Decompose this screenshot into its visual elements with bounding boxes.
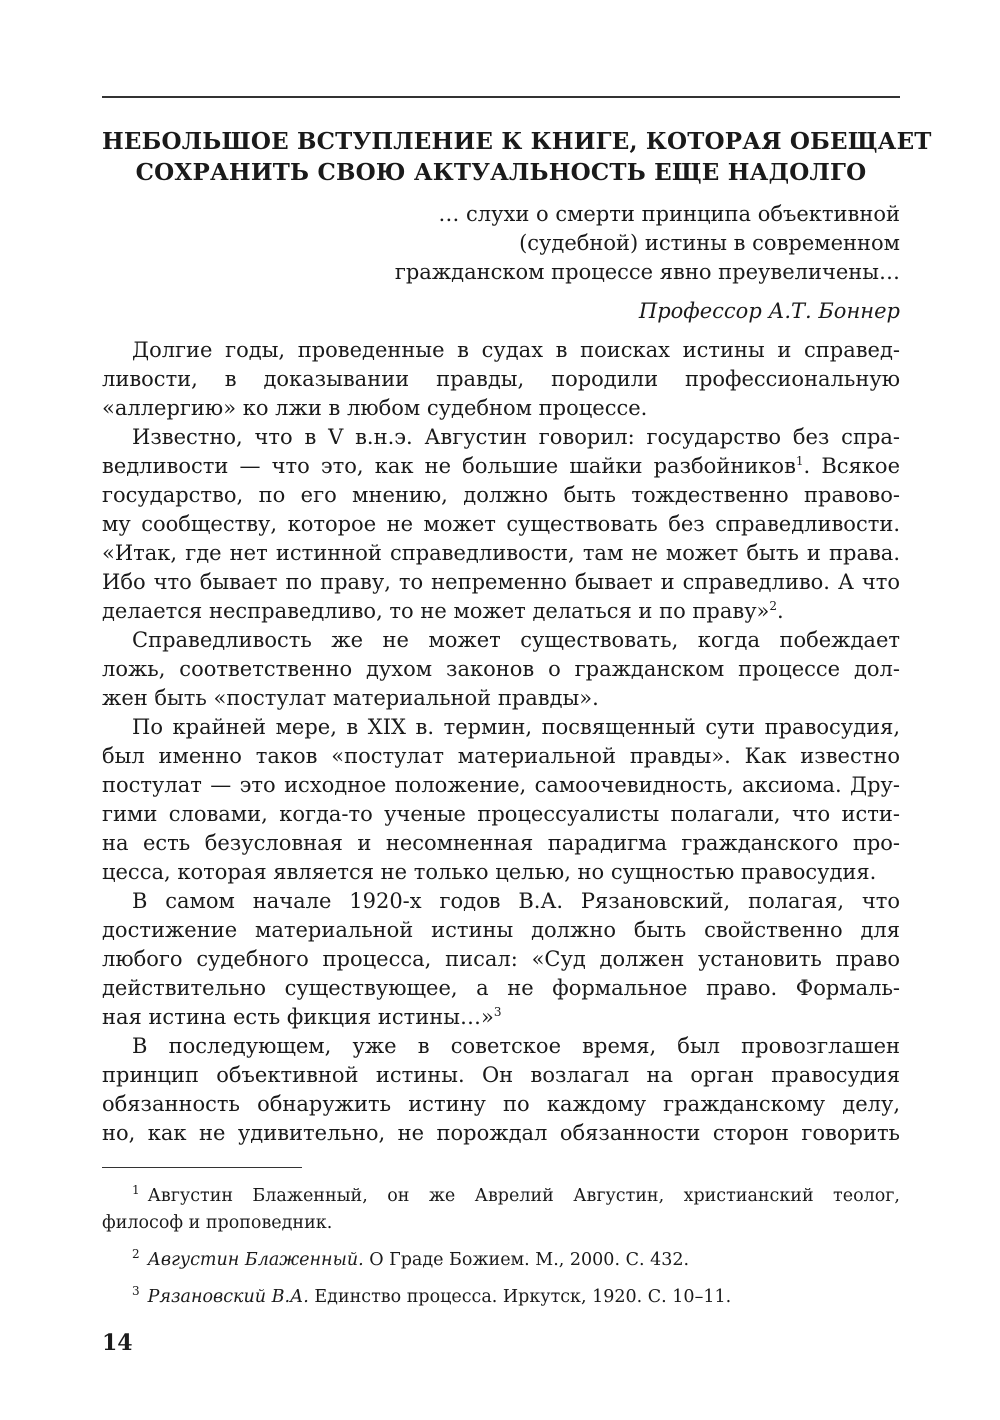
text-line: Известно, что в V в.н.э. Августин говорил: государство без спра- bbox=[132, 425, 900, 449]
text-line: «аллергию» ко лжи в любом судебном процессе. bbox=[102, 396, 648, 420]
epigraph-line: (судебной) истины в современном bbox=[519, 231, 900, 255]
footnote-author: Августин Блаженный. bbox=[147, 1250, 364, 1270]
text-line bbox=[102, 1003, 900, 1032]
text-line: Ибо что бывает по праву, то непременно бывает и справедливо. А что bbox=[102, 570, 900, 594]
text-line: жен быть «постулат материальной правды». bbox=[102, 686, 599, 710]
footnote bbox=[102, 1247, 900, 1274]
text-line: обязанность обнаружить истину по каждому гражданскому делу, bbox=[102, 1092, 900, 1116]
body-text bbox=[102, 336, 900, 1148]
text-line: государство, по его мнению, должно быть тождественно правово- bbox=[102, 483, 900, 507]
epigraph-author: Профессор А.Т. Боннер bbox=[638, 299, 900, 323]
footnote-author: Рязановский В.А. bbox=[147, 1287, 309, 1307]
text-line: достижение материальной истины должно быть свойственно для bbox=[102, 918, 900, 942]
text-line: Долгие годы, проведенные в судах в поисках истины и справед- bbox=[132, 338, 900, 362]
footnote-line bbox=[102, 1183, 900, 1210]
text-line: му сообществу, которое не может существовать без справедливости. bbox=[102, 512, 900, 536]
footnote-ref[interactable]: 1 bbox=[795, 454, 804, 468]
title-line: СОХРАНИТЬ СВОЮ АКТУАЛЬНОСТЬ ЕЩЕ НАДОЛГО bbox=[135, 159, 867, 186]
chapter-title bbox=[102, 126, 932, 188]
footnote-text: Августин Блаженный, он же Аврелий Августин, христианский теолог, bbox=[147, 1186, 900, 1206]
top-rule bbox=[102, 96, 900, 98]
text-line bbox=[102, 597, 900, 626]
text-line: «Итак, где нет истинной справедливости, там не может быть и права. bbox=[102, 541, 900, 565]
footnote-text: Единство процесса. Иркутск, 1920. С. 10–11. bbox=[308, 1287, 732, 1307]
epigraph-line: гражданском процессе явно преувеличены… bbox=[394, 260, 900, 284]
text-line bbox=[102, 452, 900, 481]
footnote-ref[interactable]: 2 bbox=[769, 599, 778, 613]
text-line: ложь, соответственно духом законов о гражданском процессе дол- bbox=[102, 657, 900, 681]
text-segment: . Всякое bbox=[803, 454, 900, 478]
footnote bbox=[102, 1284, 900, 1311]
text-line: В самом начале 1920-х годов В.А. Рязановский, полагая, что bbox=[132, 889, 900, 913]
footnote-number: 1 bbox=[132, 1183, 140, 1198]
text-segment: ная истина есть фикция истины…» bbox=[102, 1005, 494, 1029]
footnote-number: 2 bbox=[132, 1247, 140, 1262]
footnote-ref[interactable]: 3 bbox=[493, 1005, 502, 1019]
text-line: принцип объективной истины. Он возлагал на орган правосудия bbox=[102, 1063, 900, 1087]
text-line: Справедливость же не может существовать, когда побеждает bbox=[132, 628, 900, 652]
footnote-rule bbox=[102, 1167, 302, 1168]
page-number: 14 bbox=[102, 1330, 133, 1356]
text-line: ливости, в доказывании правды, породили профессиональную bbox=[102, 367, 900, 391]
text-line: был именно таков «постулат материальной правды». Как известно bbox=[102, 744, 900, 768]
text-line: любого судебного процесса, писал: «Суд должен установить право bbox=[102, 947, 900, 971]
text-line: По крайней мере, в XIX в. термин, посвященный сути правосудия, bbox=[132, 715, 900, 739]
text-segment: . bbox=[777, 599, 784, 623]
text-line: действительно существующее, а не формальное право. Формаль- bbox=[102, 976, 900, 1000]
text-line: на есть безусловная и несомненная парадигма гражданского про- bbox=[102, 831, 900, 855]
footnote bbox=[102, 1183, 900, 1237]
text-segment: ведливости — что это, как не большие шайки разбойников bbox=[102, 454, 796, 478]
text-line: постулат — это исходное положение, самоочевидность, аксиома. Дру- bbox=[102, 773, 900, 797]
text-line: гими словами, когда-то ученые процессуалисты полагали, что исти- bbox=[102, 802, 900, 826]
text-line: цесса, которая является не только целью, но сущностью правосудия. bbox=[102, 860, 877, 884]
text-line: В последующем, уже в советское время, был провозглашен bbox=[132, 1034, 900, 1058]
text-segment: делается несправедливо, то не может делаться и по праву» bbox=[102, 599, 770, 623]
epigraph-line: … слухи о смерти принципа объективной bbox=[438, 202, 900, 226]
footnotes bbox=[102, 1183, 900, 1311]
epigraph bbox=[340, 200, 900, 287]
footnote-line: философ и проповедник. bbox=[102, 1213, 333, 1233]
footnote-line bbox=[102, 1284, 900, 1311]
text-line: но, как не удивительно, не порождал обязанности сторон говорить bbox=[102, 1121, 900, 1145]
footnote-text: О Граде Божием. М., 2000. С. 432. bbox=[363, 1250, 690, 1270]
title-line: НЕБОЛЬШОЕ ВСТУПЛЕНИЕ К КНИГЕ, КОТОРАЯ ОБЕЩАЕТ bbox=[102, 128, 932, 155]
footnote-line bbox=[102, 1247, 900, 1274]
footnote-number: 3 bbox=[132, 1284, 140, 1299]
